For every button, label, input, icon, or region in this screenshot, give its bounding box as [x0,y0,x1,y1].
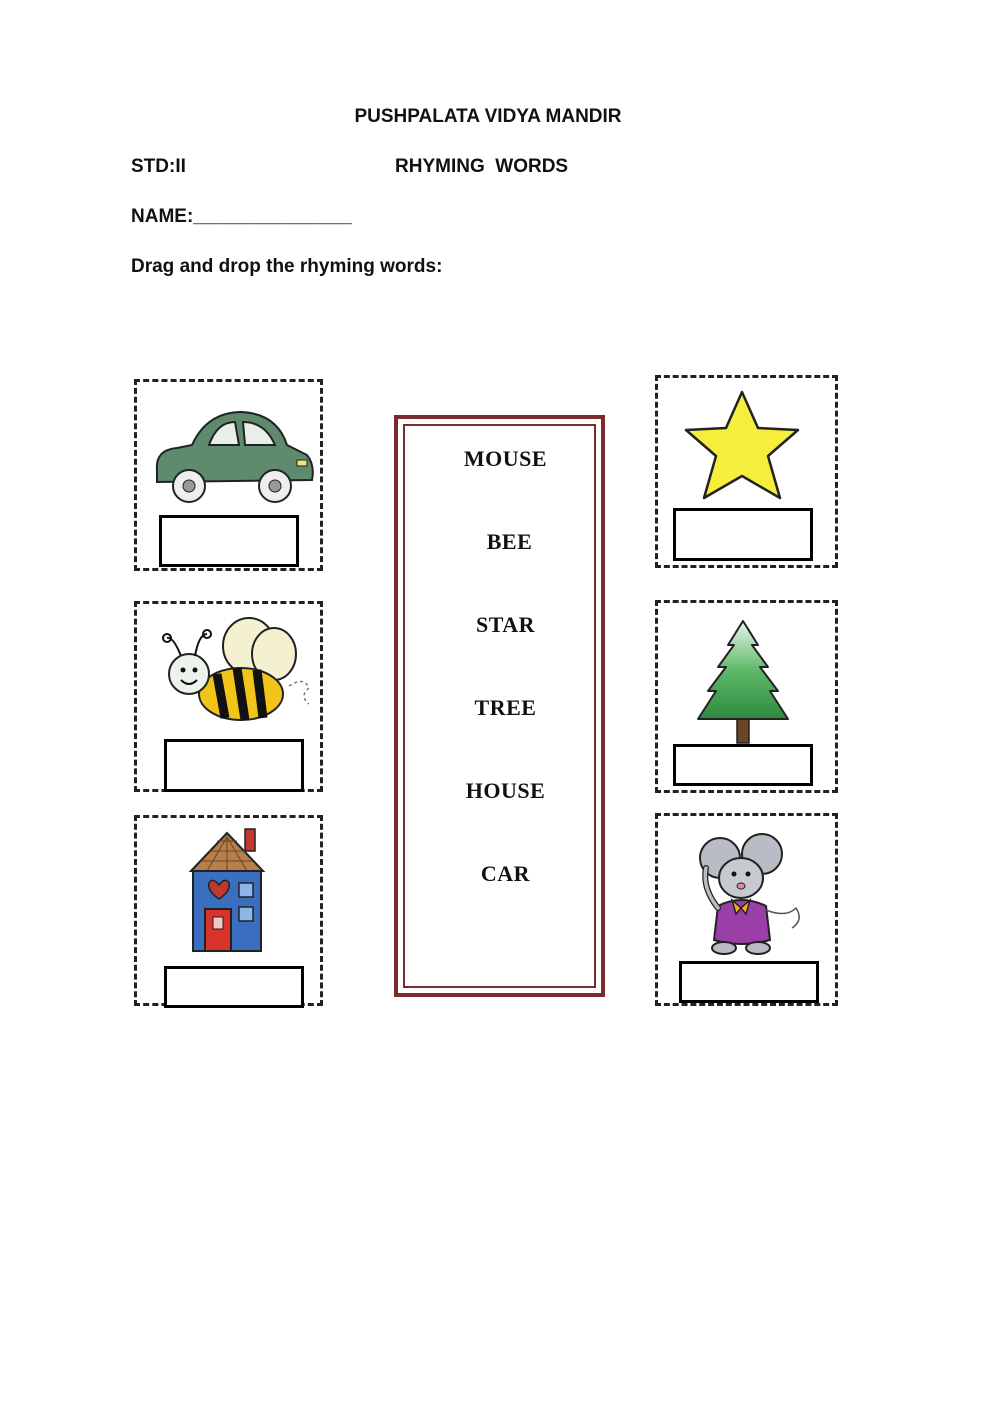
word-star[interactable]: STAR [475,612,536,637]
bee-answer-box[interactable] [164,739,304,792]
mouse-icon [696,828,811,958]
star-answer-box[interactable] [673,508,813,561]
word-bank-inner-border [403,424,596,988]
car-answer-box[interactable] [159,515,299,567]
tree-icon [696,617,791,747]
mouse-card [655,813,838,1006]
word-mouse[interactable]: MOUSE [463,446,548,471]
worksheet-title: RHYMING WORDS [395,156,569,177]
name-field-label: NAME:_______________ [131,206,352,227]
instruction-text: Drag and drop the rhyming words: [131,256,443,277]
word-car[interactable]: CAR [480,861,531,886]
word-bee[interactable]: BEE [486,529,533,554]
word-bank [394,415,605,997]
word-house[interactable]: HOUSE [465,778,546,803]
class-label: STD:II [131,156,186,177]
star-card [655,375,838,568]
tree-card [655,600,838,793]
car-icon [147,400,317,510]
house-card [134,815,323,1006]
school-name: PUSHPALATA VIDYA MANDIR [354,106,622,127]
car-card [134,379,323,571]
house-answer-box[interactable] [164,966,304,1008]
mouse-answer-box[interactable] [679,961,819,1003]
word-tree[interactable]: TREE [474,695,537,720]
bee-card [134,601,323,792]
bee-icon [159,616,319,731]
tree-answer-box[interactable] [673,744,813,786]
star-icon [680,388,805,506]
house-icon [187,823,267,958]
